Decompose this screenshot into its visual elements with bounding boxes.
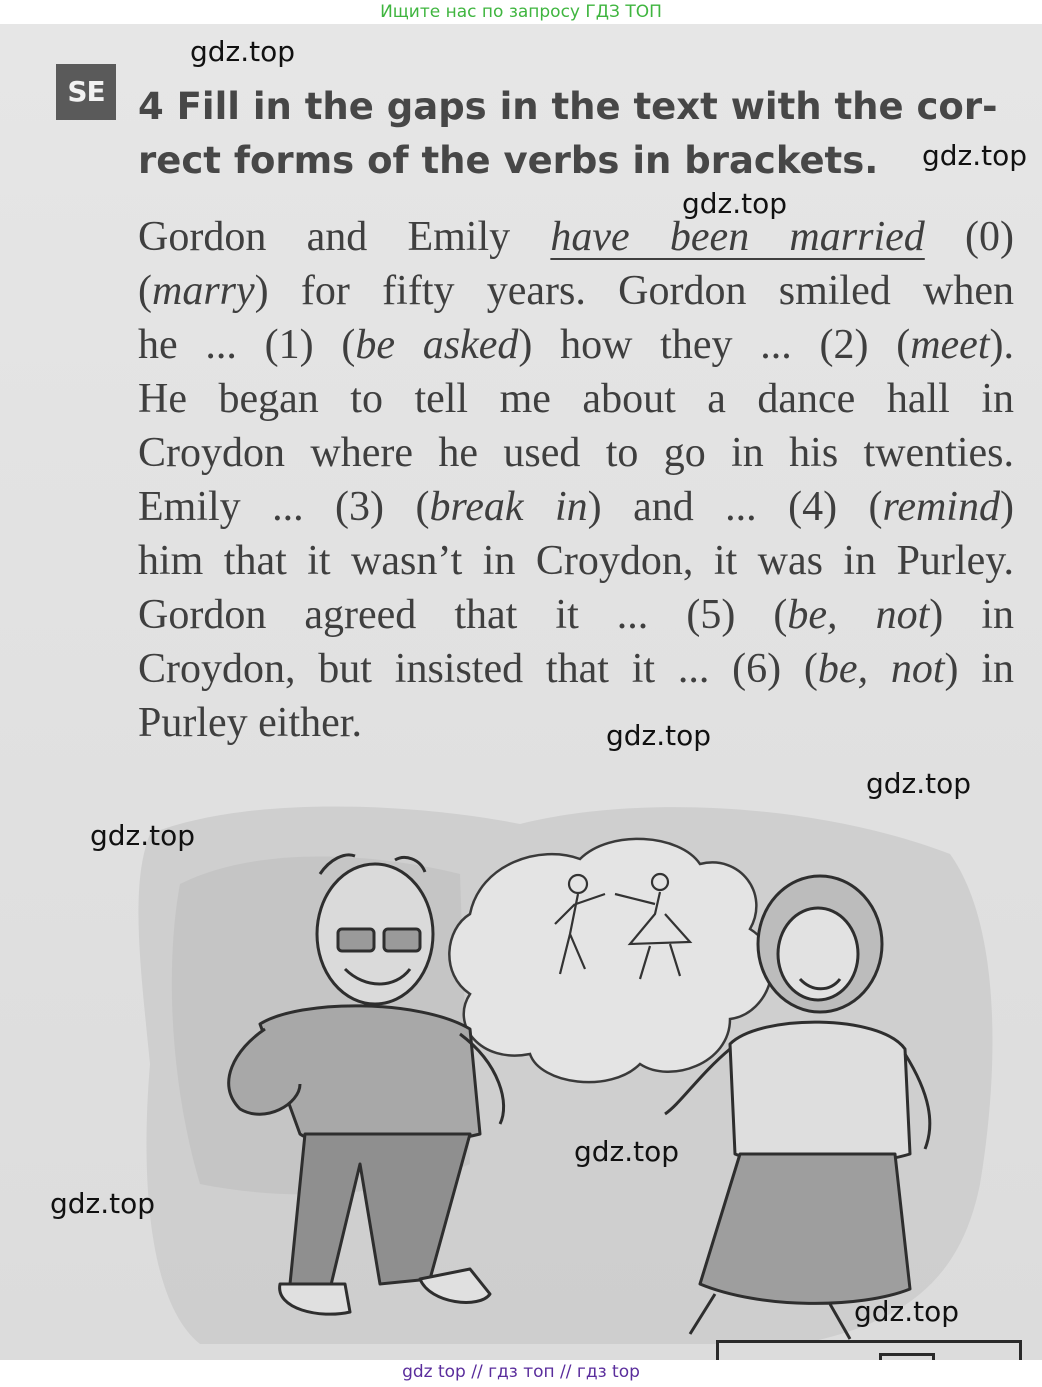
textbook-scan	[0, 24, 1042, 1360]
text-line	[138, 426, 1014, 480]
verb-hint: remind	[882, 484, 1000, 530]
example-answer: have been married	[550, 214, 925, 260]
text-line	[138, 318, 1014, 372]
text-segment: (	[138, 268, 152, 314]
heading-line-1: 4 Fill in the gaps in the text with the cor-	[138, 85, 998, 128]
text-line	[138, 588, 1014, 642]
text-segment: He began to tell me about a dance hall in	[138, 376, 1014, 422]
text-segment: ) in	[944, 646, 1014, 692]
watermark: gdz.top	[922, 139, 1028, 172]
text-segment: ) in	[929, 592, 1014, 638]
text-line	[138, 642, 1014, 696]
dancing-couple-illustration	[0, 764, 1042, 1360]
verb-hint: meet	[910, 322, 990, 368]
watermark: gdz.top	[574, 1135, 680, 1168]
watermark: gdz.top	[854, 1295, 960, 1328]
text-segment: ) and ... (4) (	[587, 484, 883, 530]
verb-hint: be asked	[355, 322, 519, 368]
verb-hint: be, not	[817, 646, 945, 692]
watermark: gdz.top	[606, 719, 712, 752]
text-line	[138, 534, 1014, 588]
text-segment: he ... (1) (	[138, 322, 356, 368]
text-segment: ) how they ... (2) (	[518, 322, 911, 368]
verb-hint: break in	[429, 484, 588, 530]
text-segment: him that it wasn’t in Croydon, it was in Purley.	[138, 538, 1014, 584]
heading-line-2: rect forms of the verbs in brackets.	[138, 139, 879, 182]
text-line	[138, 210, 1014, 264]
top-banner[interactable]: Ищите нас по запросу ГДЗ ТОП	[0, 0, 1042, 24]
text-line	[138, 696, 1014, 750]
exercise-heading	[138, 80, 1014, 188]
text-segment: ).	[989, 322, 1014, 368]
verb-hint: be, not	[787, 592, 930, 638]
text-segment: Purley either.	[138, 700, 362, 746]
watermark: gdz.top	[682, 187, 788, 220]
text-segment: Emily ... (3) (	[138, 484, 430, 530]
se-badge: SE	[56, 64, 116, 120]
corner-frame-inner	[879, 1353, 935, 1360]
watermark: gdz.top	[50, 1187, 156, 1220]
text-line	[138, 372, 1014, 426]
text-segment: Gordon and Emily	[138, 214, 551, 260]
watermark: gdz.top	[190, 35, 296, 68]
corner-frame	[716, 1340, 1022, 1360]
verb-hint: marry	[152, 268, 255, 314]
text-segment: Croydon where he used to go in his twenties.	[138, 430, 1014, 476]
text-segment: (0)	[924, 214, 1014, 260]
exercise-text	[138, 210, 1014, 750]
text-line	[138, 480, 1014, 534]
bottom-banner[interactable]: gdz top // гдз топ // гдз top	[0, 1360, 1042, 1387]
watermark: gdz.top	[90, 819, 196, 852]
text-segment: Croydon, but insisted that it ... (6) (	[138, 646, 818, 692]
text-line	[138, 264, 1014, 318]
text-segment: Gordon agreed that it ... (5) (	[138, 592, 788, 638]
text-segment: )	[999, 484, 1014, 530]
text-segment: ) for fifty years. Gordon smiled when	[254, 268, 1014, 314]
watermark: gdz.top	[866, 767, 972, 800]
